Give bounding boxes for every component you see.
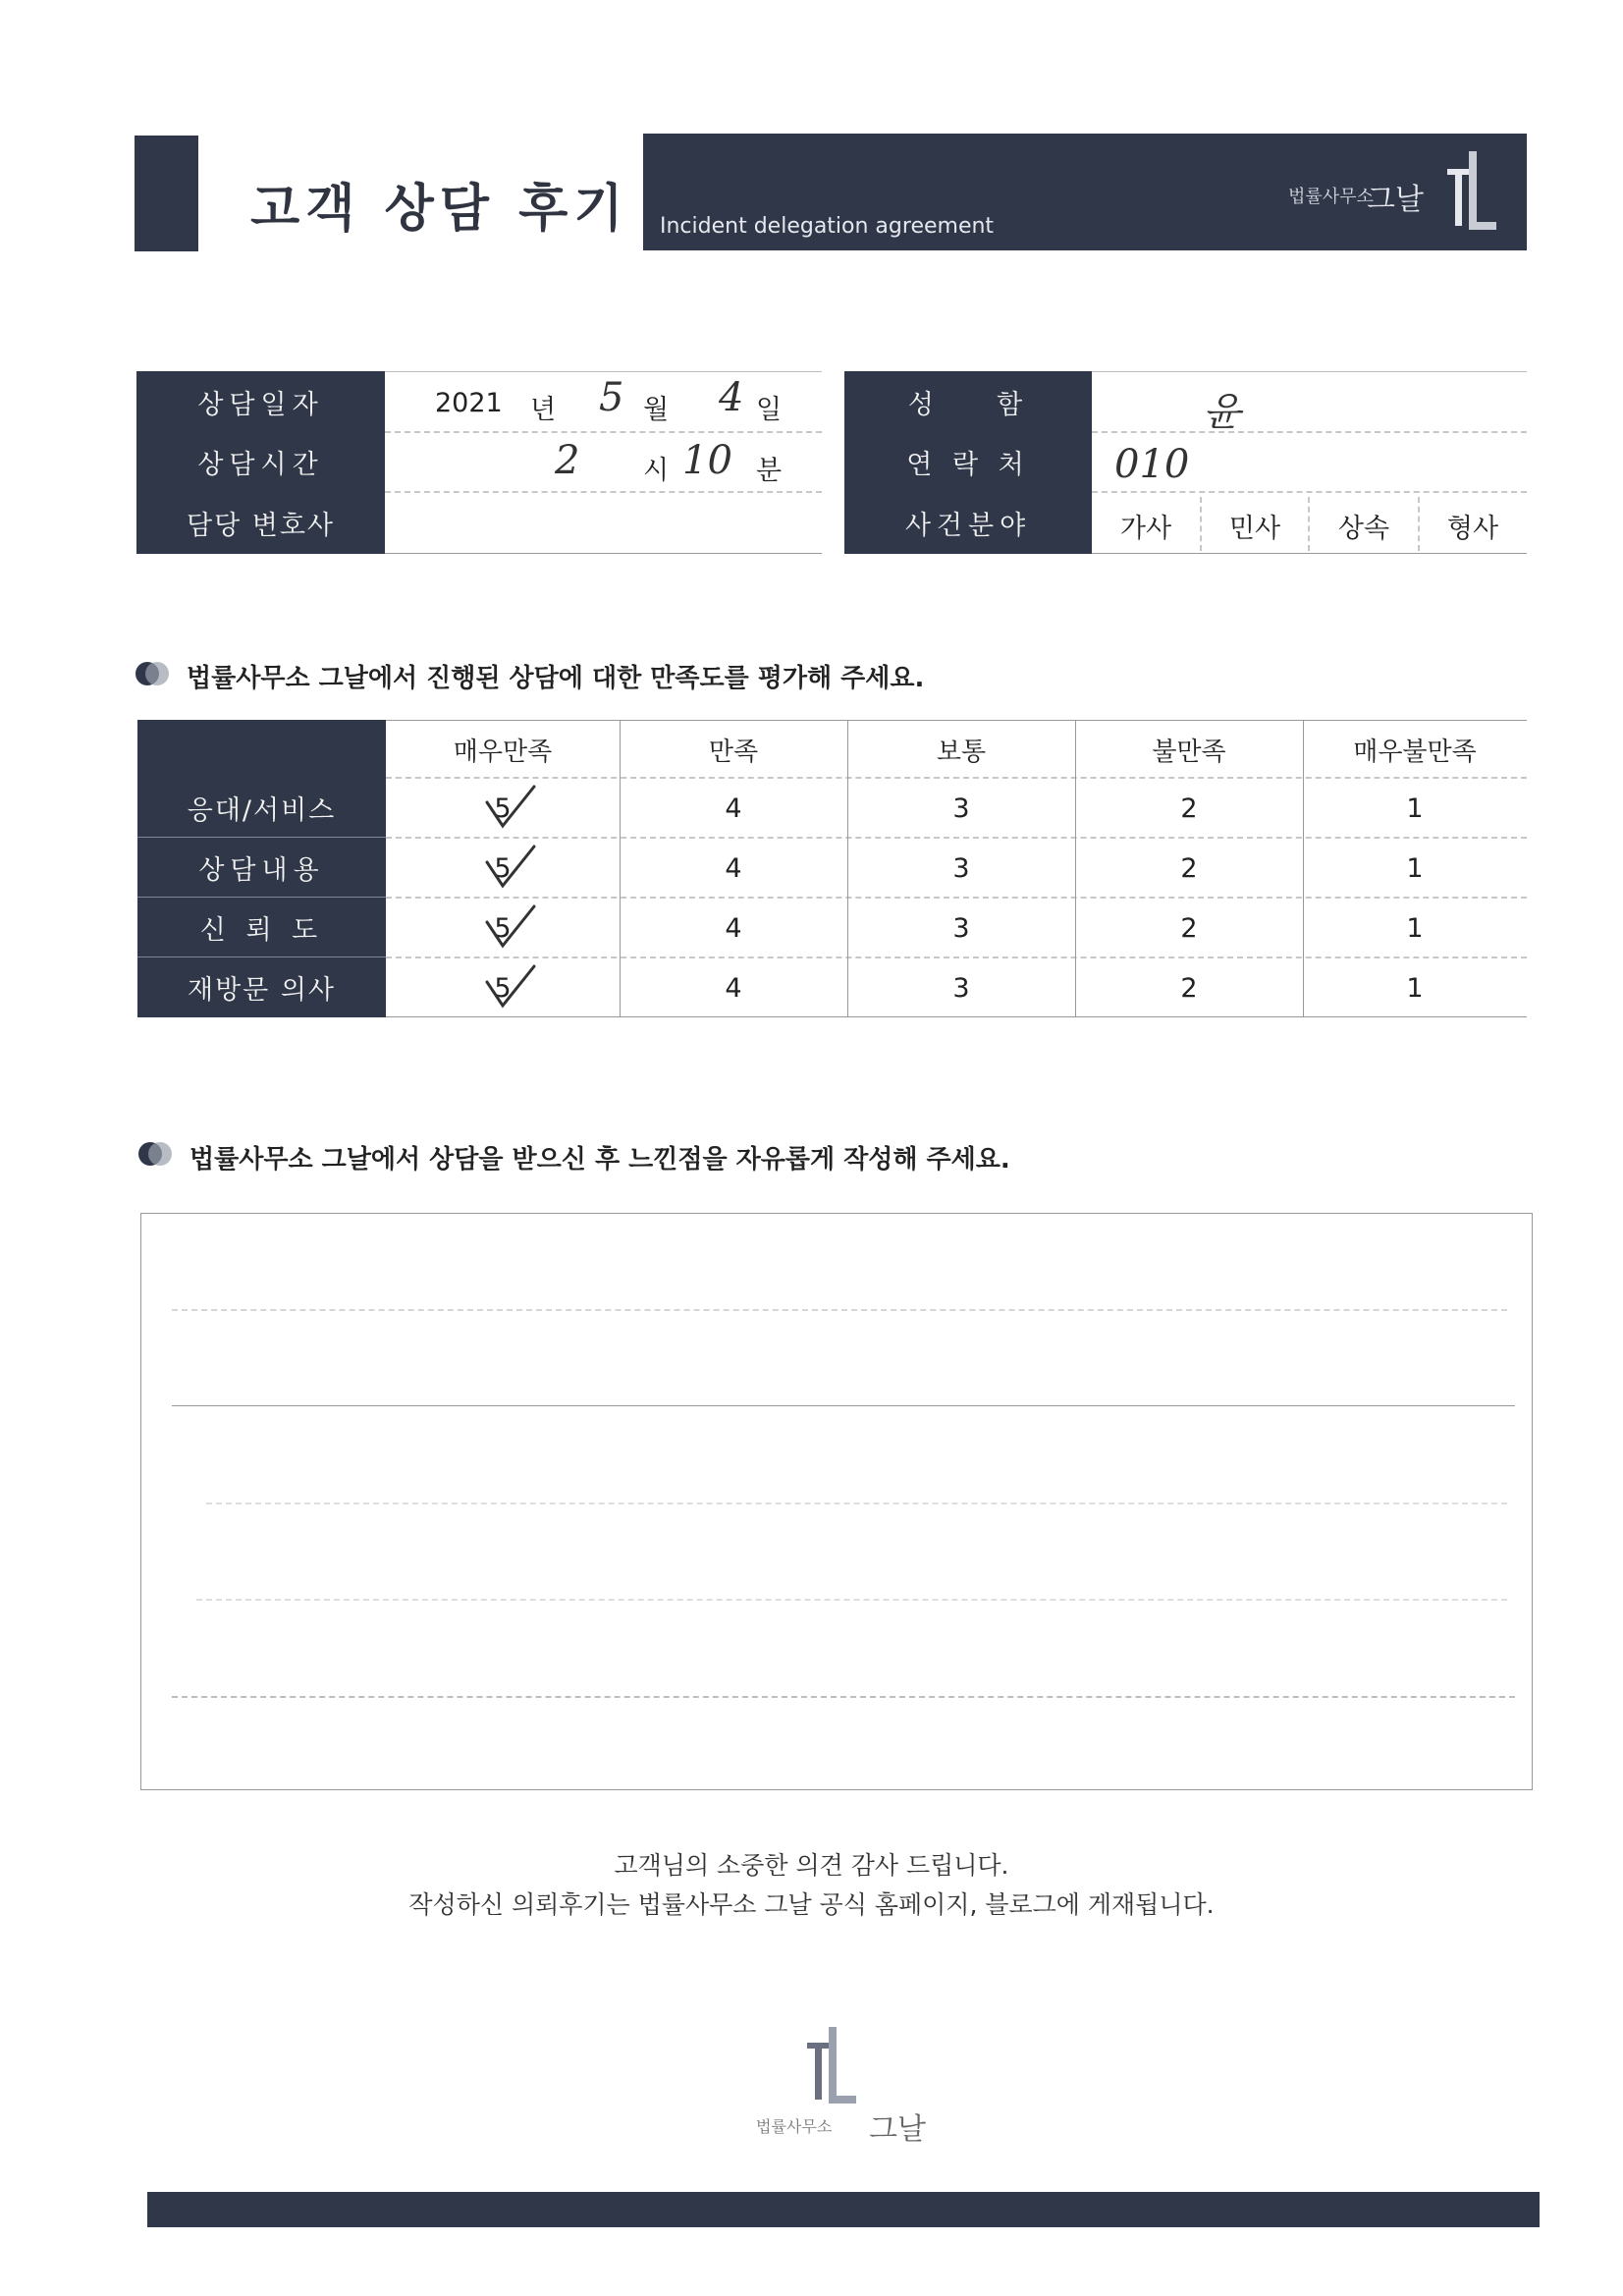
feedback-box[interactable] (140, 1213, 1533, 1790)
time-minute-unit: 분 (756, 456, 783, 486)
header-firm-small: 법률사무소 (1288, 187, 1374, 207)
rating-cell: 4 (725, 793, 742, 824)
survey-line (386, 897, 1527, 899)
name-value: 윤 (1203, 390, 1241, 435)
col-head-very-satisfied: 매우만족 (453, 738, 553, 767)
footer-thanks: 고객님의 소중한 의견 감사 드립니다. (614, 1851, 1009, 1880)
date-year: 2021 (435, 388, 503, 418)
case-option-inheritance: 상속 (1337, 514, 1390, 544)
label-lawyer: 담당 변호사 (136, 492, 385, 554)
col-head-dissatisfied: 불만족 (1152, 738, 1226, 767)
case-option-family: 가사 (1119, 514, 1172, 544)
feedback-line (172, 1405, 1515, 1406)
label-contact: 연 락 처 (844, 432, 1092, 493)
feedback-instruction: 법률사무소 그날에서 상담을 받으신 후 느낀점을 자유롭게 작성해 주세요. (189, 1145, 1010, 1175)
survey-line (386, 957, 1527, 958)
survey-instruction: 법률사무소 그날에서 진행된 상담에 대한 만족도를 평가해 주세요. (187, 664, 925, 693)
rating-cell: 5 (494, 853, 512, 884)
row-label-content: 상담내용 (137, 838, 386, 898)
check-mark-icon (483, 781, 542, 838)
survey-line (386, 1016, 1527, 1017)
info-line (1092, 371, 1527, 372)
feedback-line (172, 1696, 1515, 1698)
rating-cell: 2 (1180, 793, 1198, 824)
rating-cell: 4 (725, 853, 742, 884)
footer-logo-small: 법률사무소 (756, 2117, 833, 2136)
page-title: 고객 상담 후기 (250, 180, 629, 239)
feedback-line (172, 1309, 1507, 1311)
rating-cell: 4 (725, 973, 742, 1004)
case-option-civil: 민사 (1228, 514, 1281, 544)
footer-logo-icon (803, 2025, 858, 2109)
section-bullet-icon (137, 1141, 173, 1167)
rating-cell: 1 (1406, 973, 1424, 1004)
rating-cell: 2 (1180, 973, 1198, 1004)
feedback-line (206, 1503, 1507, 1504)
date-day-unit: 일 (756, 395, 783, 425)
footer-notice: 작성하신 의뢰후기는 법률사무소 그날 공식 홈페이지, 블로그에 게재됩니다. (408, 1890, 1215, 1919)
rating-cell: 1 (1406, 793, 1424, 824)
contact-value: 010 (1114, 442, 1190, 487)
survey-line (386, 777, 1527, 779)
rating-cell: 2 (1180, 853, 1198, 884)
rating-cell: 4 (725, 913, 742, 944)
rating-cell: 5 (494, 793, 512, 824)
label-name: 성 함 (844, 371, 1092, 433)
info-line (1092, 553, 1527, 554)
time-minute: 10 (682, 438, 732, 483)
check-mark-icon (483, 960, 542, 1017)
date-year-unit: 년 (530, 395, 557, 425)
label-date: 상담일자 (136, 371, 385, 433)
rating-cell: 2 (1180, 913, 1198, 944)
section-bullet-icon (135, 661, 170, 686)
rating-cell: 3 (952, 793, 970, 824)
info-line (1092, 491, 1527, 493)
info-line (1092, 431, 1527, 433)
case-option-criminal: 형사 (1446, 514, 1499, 544)
rating-cell: 1 (1406, 913, 1424, 944)
rating-cell: 5 (494, 973, 512, 1004)
header-firm-name: 그날 (1367, 183, 1424, 217)
header-accent-bar (135, 136, 198, 251)
info-line (385, 431, 822, 433)
info-line (385, 371, 822, 372)
label-time: 상담시간 (136, 432, 385, 493)
col-head-satisfied: 만족 (708, 738, 759, 767)
time-hour-unit: 시 (643, 456, 670, 486)
row-label-service: 응대/서비스 (137, 778, 386, 838)
footer-bar (147, 2192, 1540, 2227)
rating-cell: 3 (952, 973, 970, 1004)
rating-cell: 3 (952, 853, 970, 884)
time-hour: 2 (555, 438, 580, 483)
header-subtitle: Incident delegation agreement (660, 214, 995, 239)
info-line (385, 553, 822, 554)
date-month: 5 (599, 375, 624, 420)
check-mark-icon (483, 841, 542, 898)
footer-logo-name: 그날 (869, 2112, 926, 2147)
firm-logo-icon (1443, 149, 1498, 236)
info-line (385, 491, 822, 493)
survey-line (386, 720, 1527, 721)
feedback-line (196, 1599, 1507, 1601)
survey-line (386, 837, 1527, 839)
row-label-revisit: 재방문 의사 (137, 957, 386, 1016)
date-month-unit: 월 (643, 395, 670, 425)
check-mark-icon (483, 901, 542, 957)
date-day: 4 (719, 375, 744, 420)
row-label-trust: 신 뢰 도 (137, 898, 386, 957)
col-head-very-dissatisfied: 매우불만족 (1353, 738, 1477, 767)
rating-cell: 5 (494, 913, 512, 944)
rating-cell: 3 (952, 913, 970, 944)
rating-cell: 1 (1406, 853, 1424, 884)
label-case: 사건분야 (844, 492, 1092, 554)
col-head-neutral: 보통 (936, 738, 987, 767)
